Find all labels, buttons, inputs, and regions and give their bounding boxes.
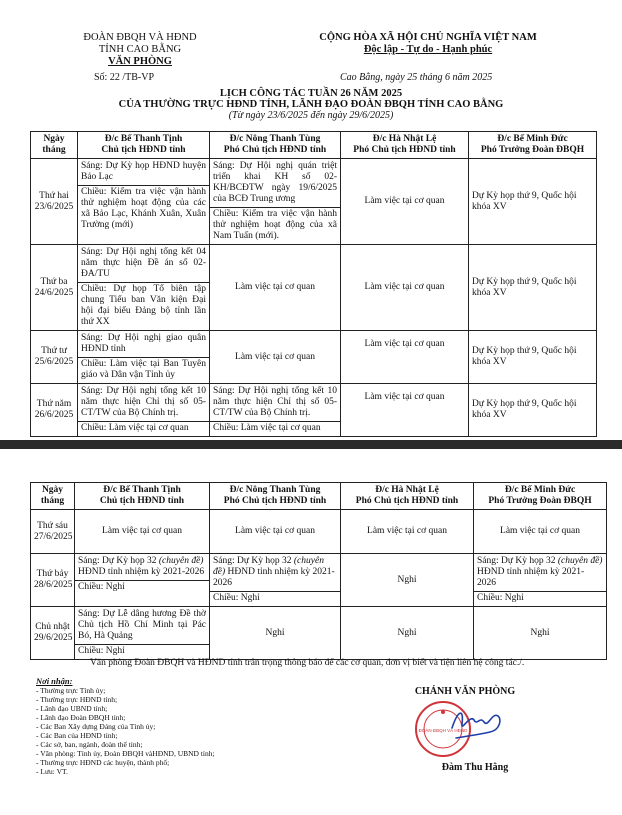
schedule-cell: Làm việc tại cơ quan — [210, 245, 341, 331]
afternoon-entry: Chiều: Kiểm tra việc vận hành thử nghiệm hoạt động của xã Nam Tuấn (mới). — [210, 207, 340, 242]
schedule-cell: Dự Kỳ họp thứ 9, Quốc hội khóa XV — [469, 159, 597, 245]
schedule-table-week — [30, 131, 597, 437]
schedule-cell: Làm việc tại cơ quan — [341, 245, 469, 331]
recipient-item: - Các Ban Xây dựng Đảng của Tỉnh ủy; — [36, 722, 156, 731]
notice-text: Văn phòng Đoàn ĐBQH và HĐND tỉnh trân trọng thông báo để các cơ quan, đơn vị biết và tiện liên hệ công tác./. — [90, 658, 525, 668]
morning-entry — [78, 556, 206, 578]
person-name: Đ/c Hà Nhật Lệ — [372, 134, 437, 144]
entry-text: HĐND tỉnh nhiệm kỳ 2021-2026 — [477, 567, 585, 588]
col-header-chairman — [78, 132, 210, 159]
morning-entry — [213, 556, 337, 589]
nation-motto: Độc lập - Tự do - Hạnh phúc — [363, 44, 493, 55]
person-role: Phó Trưởng Đoàn ĐBQH — [480, 145, 585, 155]
handwritten-signature — [448, 702, 508, 742]
morning-entry: Sáng: Dự Hội nghị tổng kết 10 năm thực hiện Chỉ thị số 05-CT/TW của Bộ Chính trị. — [81, 386, 206, 418]
col-header-day: Ngày tháng — [31, 483, 75, 510]
national-heading — [308, 32, 548, 56]
title-line-1: LỊCH CÔNG TÁC TUẦN 26 NĂM 2025 — [219, 88, 403, 99]
person-name: Đ/c Hà Nhật Lệ — [375, 485, 439, 495]
org-department: VĂN PHÒNG — [108, 56, 172, 67]
recipient-item: - Lãnh đạo UBND tỉnh; — [36, 704, 108, 713]
table-row-tuesday — [31, 245, 597, 331]
schedule-cell — [210, 384, 341, 437]
person-name: Đ/c Bế Minh Đức — [497, 134, 568, 144]
morning-entry: Sáng: Dự Lễ dâng hương Đề thờ Chủ tịch Hồ Chí Minh tại Pác Bó, Hà Quảng — [78, 609, 206, 641]
person-name: Đ/c Bế Thanh Tịnh — [104, 134, 183, 144]
person-role: Phó Trưởng Đoàn ĐBQH — [488, 496, 592, 506]
person-name: Đ/c Nông Thanh Tùng — [229, 134, 321, 144]
recipient-item: - Thường trực Tỉnh ủy; — [36, 686, 106, 695]
entry-text: HĐND tỉnh nhiệm kỳ 2021-2026 — [78, 567, 205, 577]
schedule-cell: Làm việc tại cơ quan — [341, 159, 469, 245]
day-cell: Thứ hai 23/6/2025 — [31, 159, 78, 245]
afternoon-entry: Chiều: Nghỉ — [210, 591, 340, 604]
recipient-item: - Thường trực HĐND các huyện, thành phố; — [36, 758, 170, 767]
afternoon-entry: Chiều: Làm việc tại Ban Tuyên giáo và Dân vận Tỉnh ủy — [78, 357, 209, 381]
recipient-item: - Lưu: VT. — [36, 767, 68, 776]
afternoon-entry: Chiều: Nghỉ — [75, 644, 209, 657]
schedule-cell: Làm việc tại cơ quan — [210, 331, 341, 384]
morning-entry: Sáng: Dự Hội nghị tổng kết 04 năm thực hiện Đề án số 02-ĐA/TU — [81, 247, 206, 279]
col-header-vice-chairman-1 — [210, 132, 341, 159]
table-row-sunday — [31, 607, 607, 660]
stamp-lettering: ĐOÀN ĐBQH VÀ HĐND — [418, 728, 468, 733]
person-role: Phó Chủ tịch HĐND tỉnh — [353, 145, 456, 155]
schedule-cell — [210, 554, 341, 607]
morning-entry: Sáng: Dự Hội nghị quán triệt triển khai KH số 02-KH/BCĐTW ngày 19/6/2025 của BCĐ Trung ương — [213, 161, 337, 204]
person-role: Chủ tịch HĐND tỉnh — [99, 496, 185, 506]
schedule-cell: Nghỉ — [341, 554, 474, 607]
day-cell: Thứ ba 24/6/2025 — [31, 245, 78, 331]
morning-entry: Sáng: Dự Hội nghị tổng kết 10 năm thực hiện Chỉ thị số 05-CT/TW của Bộ Chính trị. — [213, 386, 337, 418]
entry-text: Sáng: Dự Kỳ họp 32 — [213, 556, 294, 566]
title-line-2: CỦA THƯỜNG TRỰC HĐND TỈNH, LÃNH ĐẠO ĐOÀN ĐBQH TỈNH CAO BẰNG — [118, 99, 504, 110]
morning-entry: Sáng: Dự Kỳ họp HĐND huyện Bảo Lạc — [81, 161, 206, 182]
schedule-cell — [474, 554, 607, 607]
schedule-cell: Làm việc tại cơ quan — [341, 331, 469, 384]
schedule-cell: Dự Kỳ họp thứ 9, Quốc hội khóa XV — [469, 384, 597, 437]
col-header-day: Ngày tháng — [31, 132, 78, 159]
schedule-cell: Nghỉ — [210, 607, 341, 660]
afternoon-entry: Chiều: Nghỉ — [75, 580, 209, 593]
person-name: Đ/c Bế Minh Đức — [504, 485, 576, 495]
col-header-vice-chairman-1 — [210, 483, 341, 510]
person-role: Chủ tịch HĐND tỉnh — [101, 145, 186, 155]
stamp-star-mark — [441, 710, 445, 714]
nation-name: CỘNG HÒA XÃ HỘI CHỦ NGHĨA VIỆT NAM — [319, 32, 537, 43]
schedule-cell: Làm việc tại cơ quan — [341, 384, 469, 437]
day-cell: Thứ tư 25/6/2025 — [31, 331, 78, 384]
schedule-cell — [78, 331, 210, 384]
afternoon-entry: Chiều: Kiểm tra việc vận hành thử nghiệm hoạt động của các xã Bảo Lạc, Khánh Xuân, Xuân Trường (mới) — [78, 185, 209, 231]
col-header-chairman — [75, 483, 210, 510]
table-row-monday — [31, 159, 597, 245]
table-row-friday — [31, 510, 607, 554]
day-cell: Thứ bảy 28/6/2025 — [31, 554, 75, 607]
signature-stroke — [452, 713, 500, 738]
table-header-row — [31, 132, 597, 159]
page-separator — [0, 440, 622, 449]
schedule-cell — [75, 607, 210, 660]
schedule-cell — [75, 554, 210, 607]
schedule-cell: Làm việc tại cơ quan — [210, 510, 341, 554]
person-role: Phó Chủ tịch HĐND tỉnh — [223, 496, 327, 506]
recipient-item: - Các sở, ban, ngành, đoàn thể tỉnh; — [36, 740, 143, 749]
afternoon-entry: Chiều: Dự họp Tổ biên tập chung Tiểu ban Văn kiện Đại hội đại biểu Đảng bộ tỉnh lần thứ XX — [78, 282, 209, 328]
date-line: Cao Bằng, ngày 25 tháng 6 năm 2025 — [340, 72, 493, 83]
recipient-item: - Các Ban của HĐND tỉnh; — [36, 731, 118, 740]
table-row-wednesday — [31, 331, 597, 384]
date-range: (Từ ngày 23/6/2025 đến ngày 29/6/2025) — [228, 110, 394, 121]
signer-name: Đàm Thu Hằng — [441, 762, 509, 773]
person-name: Đ/c Bế Thanh Tịnh — [103, 485, 181, 495]
schedule-cell: Dự Kỳ họp thứ 9, Quốc hội khóa XV — [469, 245, 597, 331]
schedule-cell: Làm việc tại cơ quan — [341, 510, 474, 554]
schedule-cell — [78, 245, 210, 331]
col-header-deputy-head — [474, 483, 607, 510]
signer-title: CHÁNH VĂN PHÒNG — [414, 686, 516, 697]
recipient-item: - Thường trực HĐND tỉnh; — [36, 695, 118, 704]
recipient-item: - Văn phòng: Tỉnh ủy, Đoàn ĐBQH vàHĐND, UBND tỉnh; — [36, 749, 215, 758]
day-cell: Thứ năm 26/6/2025 — [31, 384, 78, 437]
table-row-saturday — [31, 554, 607, 607]
afternoon-entry: Chiều: Làm việc tại cơ quan — [78, 421, 209, 434]
morning-entry: Sáng: Dự Hội nghị giao quân HĐND tỉnh — [81, 333, 206, 354]
schedule-cell — [78, 159, 210, 245]
org-line-1: ĐOÀN ĐBQH VÀ HĐND — [83, 32, 197, 43]
afternoon-entry: Chiều: Làm việc tại cơ quan — [210, 421, 340, 434]
schedule-cell — [78, 384, 210, 437]
entry-text: Sáng: Dự Kỳ họp 32 — [78, 556, 159, 566]
entry-emphasis: (chuyên đề) — [213, 556, 324, 577]
person-role: Phó Chủ tịch HĐND tỉnh — [355, 496, 459, 506]
day-cell: Chủ nhật 29/6/2025 — [31, 607, 75, 660]
col-header-vice-chairman-2 — [341, 483, 474, 510]
col-header-deputy-head — [469, 132, 597, 159]
col-header-vice-chairman-2 — [341, 132, 469, 159]
person-role: Phó Chủ tịch HĐND tỉnh — [223, 145, 327, 155]
table-row-thursday — [31, 384, 597, 437]
table-header-row — [31, 483, 607, 510]
entry-text: HĐND tỉnh nhiệm kỳ 2021-2026 — [213, 567, 335, 588]
afternoon-entry: Chiều: Nghỉ — [474, 591, 606, 604]
document-title — [0, 88, 622, 110]
recipient-item: - Lãnh đạo Đoàn ĐBQH tỉnh; — [36, 713, 126, 722]
recipients-title: Nơi nhận: — [36, 676, 73, 686]
schedule-table-weekend — [30, 482, 607, 660]
schedule-cell: Dự Kỳ họp thứ 9, Quốc hội khóa XV — [469, 331, 597, 384]
recipients-list — [36, 686, 215, 776]
person-name: Đ/c Nông Thanh Tùng — [229, 485, 321, 495]
org-line-2: TỈNH CAO BẰNG — [98, 44, 182, 55]
schedule-cell: Làm việc tại cơ quan — [75, 510, 210, 554]
issuing-organization — [70, 32, 210, 68]
entry-emphasis: (chuyên đề) — [158, 556, 204, 566]
entry-text: Sáng: Dự Kỳ họp 32 — [477, 556, 558, 566]
schedule-cell: Nghỉ — [474, 607, 607, 660]
document-number: Số: 22 /TB-VP — [94, 72, 155, 83]
morning-entry — [477, 556, 603, 589]
schedule-cell: Nghỉ — [341, 607, 474, 660]
day-cell: Thứ sáu 27/6/2025 — [31, 510, 75, 554]
schedule-cell — [210, 159, 341, 245]
schedule-cell: Làm việc tại cơ quan — [474, 510, 607, 554]
entry-emphasis: (chuyên đề) — [557, 556, 603, 566]
